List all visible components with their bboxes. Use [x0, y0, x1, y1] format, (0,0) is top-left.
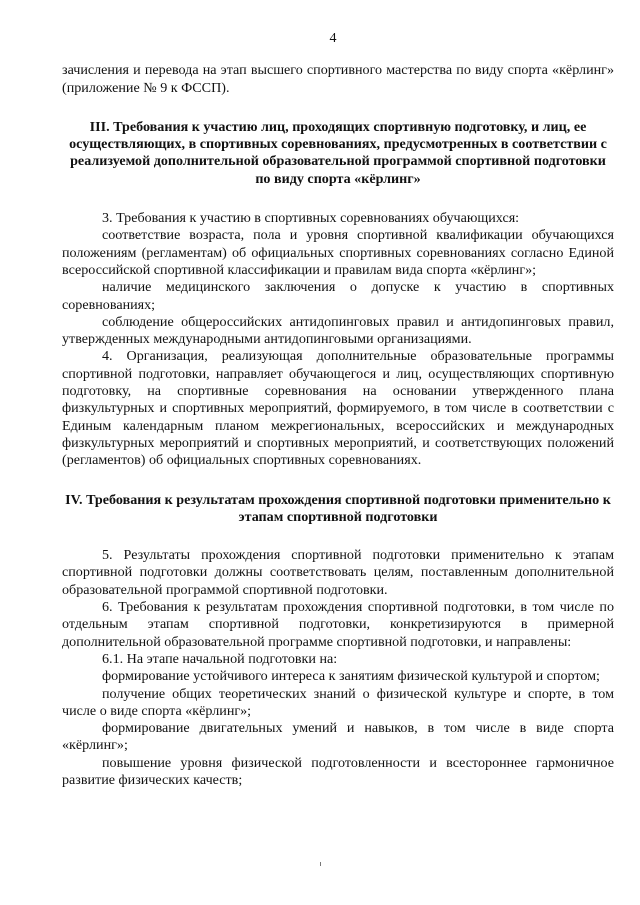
paragraph-3-item-antidoping: соблюдение общероссийских антидопинговых правил и антидопинговых правил, утвержденных международными антидопинговыми организациями.: [62, 313, 614, 348]
paragraph-6-1-fitness: повышение уровня физической подготовленности и всестороннее гармоничное развитие физических качеств;: [62, 754, 614, 788]
section-4-heading: IV. Требования к результатам прохождения спортивной подготовки применительно к этапам спортивной подготовки: [65, 491, 611, 525]
paragraph-5: 5. Результаты прохождения спортивной подготовки применительно к этапам спортивной подготовки должны соответствовать целям, поставленным дополнительной образовательной программой спортивной подготовки.: [62, 547, 614, 598]
paragraph-6-1-skills: формирование двигательных умений и навыков, в том числе в виде спорта «кёрлинг»;: [62, 720, 614, 754]
paragraph-3: 3. Требования к участию в спортивных соревнованиях обучающихся:: [102, 210, 520, 227]
paragraph-3-item-age: соответствие возраста, пола и уровня спортивной квалификации обучающихся положениям (регламентам) об официальных спортивных соревнованиях согласно Единой всероссийской спортивной классификации и правилам вида спорта «кёрлинг»;: [62, 227, 614, 278]
paragraph-6-1-knowledge: получение общих теоретических знаний о физической культуре и спорте, в том числе о виде спорта «кёрлинг»;: [62, 685, 614, 719]
scan-mark: [320, 862, 321, 866]
section-3-heading: III. Требования к участию лиц, проходящих спортивную подготовку, и лиц, ее осуществляющих, в спортивных соревнованиях, предусмотренных в соответствии с реализуемой дополнительной образовательной программой спортивной подготовки по виду спорта «кёрлинг»: [69, 118, 607, 187]
paragraph-4: 4. Организация, реализующая дополнительные образовательные программы спортивной подготовки, направляет обучающегося и лиц, осуществляющих спортивную подготовку, на спортивные соревнования на основании утвержденного плана физкультурных и спортивных мероприятий, формируемого, в том числе в соответствии с Единым календарным планом межрегиональных, всероссийских и международных физкультурных мероприятий и спортивных мероприятий, и соответствующих положений (регламентов) об официальных спортивных соревнованиях.: [62, 348, 614, 469]
page-number: 4: [329, 31, 337, 46]
paragraph-6-1-interest: формирование устойчивого интереса к занятиям физической культурой и спортом;: [102, 668, 600, 685]
document-page: [62, 30, 614, 789]
paragraph-6: 6. Требования к результатам прохождения спортивной подготовки, в том числе по отдельным этапам спортивной подготовки, конкретизируются в примерной дополнительной образовательной программе спортивной подготовки, и направлены:: [62, 599, 614, 650]
paragraph-6-1: 6.1. На этапе начальной подготовки на:: [102, 650, 338, 667]
paragraph-3-item-medical: наличие медицинского заключения о допуске к участию в спортивных соревнованиях;: [62, 279, 614, 313]
intro-paragraph: зачисления и перевода на этап высшего спортивного мастерства по виду спорта «кёрлинг» (приложение № 9 к ФССП).: [62, 62, 614, 96]
